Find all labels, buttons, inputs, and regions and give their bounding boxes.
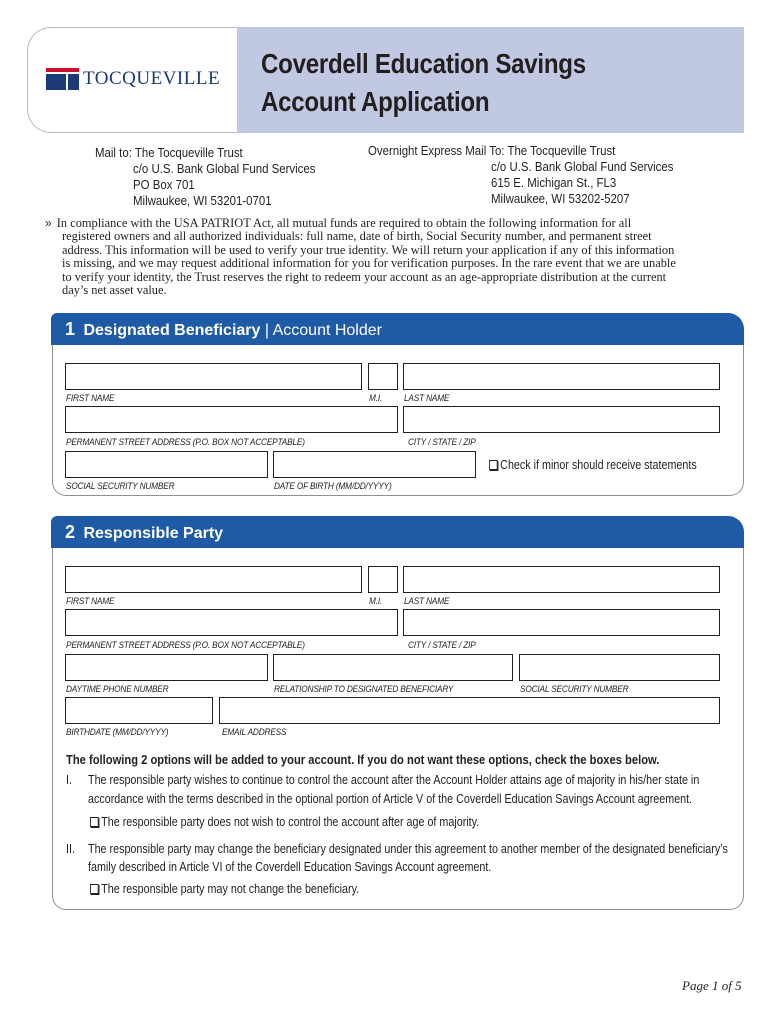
checkbox[interactable] [489, 460, 498, 470]
notice-line-3: address. This information will be used to verify your true identity. We will return your application if any of this information [62, 242, 675, 257]
option-1-line-2: accordance with the terms described in the optional portion of Article V of the Coverdell Education Savings Account agreement. [88, 792, 693, 806]
chevron-right-icon: » [45, 216, 52, 230]
patriot-act-notice [45, 217, 745, 297]
dob-label: DATE OF BIRTH (MM/DD/YYYY) [274, 481, 392, 491]
section-title-bold: Designated Beneficiary [83, 322, 261, 339]
mail-to-line-4: Milwaukee, WI 53201-0701 [133, 193, 272, 208]
page-number: Page 1 of 5 [682, 978, 742, 993]
responsible-birthdate-field[interactable] [65, 697, 213, 724]
responsible-relationship-field[interactable] [273, 654, 513, 681]
ssn-label: SOCIAL SECURITY NUMBER [66, 481, 175, 491]
last-name-label: LAST NAME [404, 393, 450, 403]
responsible-mi-field[interactable] [368, 566, 398, 593]
option-2-line-2: family described in Article VI of the Coverdell Education Savings Account agreement. [88, 860, 492, 874]
mail-to-line-1: Mail to: The Tocqueville Trust [95, 145, 243, 160]
checkbox[interactable] [90, 817, 99, 827]
title-line-2: Account Application [261, 86, 490, 117]
logo-mark-icon [46, 68, 79, 90]
responsible-last-name-field[interactable] [403, 566, 720, 593]
address-label: PERMANENT STREET ADDRESS (P.O. BOX NOT ACCEPTABLE) [66, 640, 305, 650]
beneficiary-first-name-field[interactable] [65, 363, 362, 390]
responsible-email-field[interactable] [219, 697, 720, 724]
express-line-2: c/o U.S. Bank Global Fund Services [491, 159, 674, 174]
options-heading: The following 2 options will be added to your account. If you do not want these options, check the boxes below. [66, 752, 660, 767]
section-title-bold: Responsible Party [83, 525, 224, 542]
express-line-3: 615 E. Michigan St., FL3 [491, 175, 617, 190]
beneficiary-address-field[interactable] [65, 406, 398, 433]
notice-line-4: is missing, and we may request additional information for you for verification purposes. In the rare event that we are unable [62, 256, 676, 271]
tocqueville-logo [46, 67, 220, 91]
page-title [261, 45, 586, 121]
section-title-separator: | [260, 322, 273, 339]
option-2-numeral: II. [66, 842, 75, 856]
phone-label: DAYTIME PHONE NUMBER [66, 684, 169, 694]
responsible-first-name-field[interactable] [65, 566, 362, 593]
option-2-line-1: The responsible party may change the beneficiary designated under this agreement to another member of the designated beneficiary’s [88, 842, 728, 856]
option-2-check-label: The responsible party may not change the beneficiary. [101, 882, 360, 896]
beneficiary-last-name-field[interactable] [403, 363, 720, 390]
option-2-checkbox-row[interactable] [90, 882, 359, 896]
notice-line-6: day’s net asset value. [62, 283, 167, 298]
responsible-phone-field[interactable] [65, 654, 268, 681]
express-line-1: Overnight Express Mail To: The Tocqueville Trust [368, 143, 616, 158]
responsible-ssn-field[interactable] [519, 654, 720, 681]
mail-to-line-3: PO Box 701 [133, 177, 195, 192]
checkbox[interactable] [90, 884, 99, 894]
mail-to-line-2: c/o U.S. Bank Global Fund Services [133, 161, 316, 176]
last-name-label: LAST NAME [404, 596, 450, 606]
first-name-label: FIRST NAME [66, 596, 115, 606]
notice-line-5: to verify your identity, the Trust reserves the right to redeem your account as an age-appropriate distribution at the current [62, 269, 667, 284]
option-1-numeral: I. [66, 773, 72, 787]
notice-line-2: registered owners and all authorized individuals: full name, date of birth, Social Security number, and permanent street [62, 229, 652, 244]
section-title-rest: Account Holder [272, 322, 382, 339]
section-number: 1 [65, 319, 76, 339]
section-1-header [51, 313, 744, 345]
first-name-label: FIRST NAME [66, 393, 115, 403]
option-1-checkbox-row[interactable] [90, 815, 479, 829]
relationship-label: RELATIONSHIP TO DESIGNATED BENEFICIARY [274, 684, 454, 694]
option-1-check-label: The responsible party does not wish to control the account after age of majority. [101, 815, 480, 829]
beneficiary-dob-field[interactable] [273, 451, 476, 478]
notice-line-1: In compliance with the USA PATRIOT Act, all mutual funds are required to obtain the following information for all [56, 216, 632, 230]
email-label: EMAIL ADDRESS [222, 727, 287, 737]
city-label: CITY / STATE / ZIP [408, 437, 476, 447]
responsible-address-field[interactable] [65, 609, 398, 636]
birthdate-label: BIRTHDATE (MM/DD/YYYY) [66, 727, 169, 737]
beneficiary-city-field[interactable] [403, 406, 720, 433]
ssn-label: SOCIAL SECURITY NUMBER [520, 684, 629, 694]
responsible-city-field[interactable] [403, 609, 720, 636]
city-label: CITY / STATE / ZIP [408, 640, 476, 650]
minor-statements-label: Check if minor should receive statements [500, 458, 697, 472]
express-line-4: Milwaukee, WI 53202-5207 [491, 191, 630, 206]
section-2-header [51, 516, 744, 548]
minor-statements-option[interactable] [489, 458, 697, 472]
mi-label: M.I. [369, 596, 383, 606]
beneficiary-mi-field[interactable] [368, 363, 398, 390]
address-label: PERMANENT STREET ADDRESS (P.O. BOX NOT ACCEPTABLE) [66, 437, 305, 447]
section-number: 2 [65, 522, 76, 542]
title-line-1: Coverdell Education Savings [261, 48, 586, 79]
option-1-line-1: The responsible party wishes to continue to control the account after the Account Holder attains age of majority in his/her state in [88, 773, 700, 787]
beneficiary-ssn-field[interactable] [65, 451, 268, 478]
logo-text: TOCQUEVILLE [83, 68, 221, 89]
mi-label: M.I. [369, 393, 383, 403]
